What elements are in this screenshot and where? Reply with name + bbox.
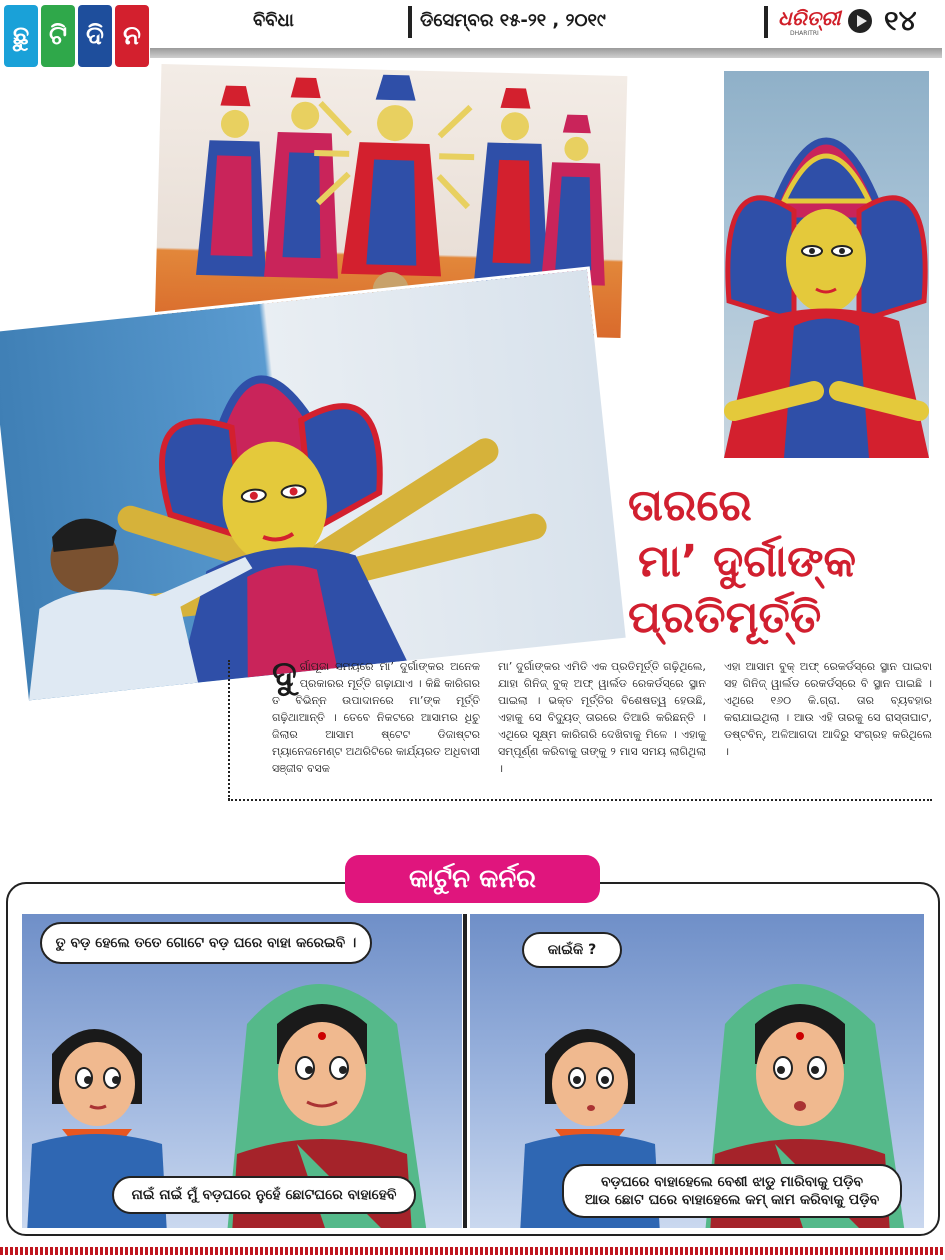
speech-bubble-mother-2: କାଇଁକି ? [522,932,622,968]
headline-line-1: ତାରରେ [628,480,752,531]
artist-idol-illustration [0,270,626,701]
article-column-1 [272,654,480,778]
brand-tile: ଛୁ [4,5,38,67]
cartoon-panel-divider [463,914,467,1228]
article-dotted-border-left [228,660,230,800]
footer-stripe [0,1247,945,1255]
photo-artist-with-idol [0,270,626,701]
page-number: ୧୪ [884,4,917,37]
brand-tile: ଟି [41,5,75,67]
cartoon-corner-title: କାର୍ଟୁନ କର୍ନର [345,855,600,903]
publication-logo-sub: DHARITRI [790,30,819,37]
article-column-1-text: ର୍ଗାପୂଜା ସମୟରେ ମା’ ଦୁର୍ଗାଙ୍କର ଅନେକ ପ୍ରକାରର ମୂର୍ତ୍ତି ଗଢ଼ାଯାଏ । କିଛି କାରିଗର ତ ବିଭିନ୍ନ ଉପାଦାନରେ ମା’ଙ୍କ ମୂର୍ତ୍ତି ଗଢ଼ିଥାଆନ୍ତି । ତେବେ ନିକଟରେ ଆସାମର ଧିଚୁ ଜିଲାର ଆସାମ ଷ୍ଟେଟ ଡିଜାଷ୍ଟର ମ୍ୟାନେଜମେଣ୍ଟ ଅଥରିଟିରେ କାର୍ଯ୍ୟରତ ଅଧିବାସୀ ସଞ୍ଜୀବ ବସକ [272,660,480,775]
header-divider [408,6,412,38]
brand-tile: ଦି [78,5,112,67]
speech-bubble-girl-1: ନାଇଁ ନାଇଁ ମୁଁ ବଡ଼ଘରେ ନୁହେଁ ଛୋଟଘରେ ବାହାହେବି [112,1176,416,1214]
speech-bubble-girl-2-line-2: ଆଉ ଛୋଟ ଘରେ ବାହାହେଲେ କମ୍ କାମ କରିବାକୁ ପଡ଼ିବ [584,1192,880,1208]
headline-line-2: ମା’ ଦୁର୍ଗାଙ୍କ [638,536,857,587]
issue-date: ଡିସେମ୍ବର ୧୫-୨୧ , ୨୦୧୯ [420,10,606,31]
play-arrow-icon [848,9,872,33]
brand-tile: ନ [115,5,149,67]
header-rule [150,48,942,58]
speech-bubble-girl-2-line-1: ବଡ଼ଘରେ ବାହାହେଲେ ବେଶୀ ଝାଡୁ ମାରିବାକୁ ପଡ଼ିବ [600,1174,864,1190]
article-column-3: ଏହା ଆସାମ ବୁକ୍ ଅଫ୍ ରେକର୍ଡସ୍‌ରେ ସ୍ଥାନ ପାଇବା ସହ ଗିନିଜ୍ ୱାର୍ଲଡ ରେକର୍ଡସ୍‌ରେ ବି ସ୍ଥାନ ପାଇଛି । ଏଥିରେ ୧୬୦ କି.ଗ୍ରା. ତାର ବ୍ୟବହାର କରାଯାଇଥିଲା । ଆଉ ଏହି ତାରକୁ ସେ ରାସ୍ତାଘାଟ, ଡଷ୍ଟବିନ୍, ଅଳିଆଗଦା ଆଦିରୁ ସଂଗ୍ରହ କରିଥିଲେ । [724,660,932,758]
article-dropcap: ଦୁ [272,654,297,695]
headline-line-3: ପ୍ରତିମୂର୍ତ୍ତି [628,592,822,643]
brand-logo [4,5,149,67]
article-headline [628,478,938,646]
page-header [0,0,945,70]
cartoon-panel-2 [470,914,924,1228]
speech-bubble-girl-2 [562,1164,902,1218]
article-dotted-border-bottom [228,799,932,801]
article-body [272,654,932,778]
speech-bubble-mother-1: ତୁ ବଡ଼ ହେଲେ ତତେ ଗୋଟେ ବଡ଼ ଘରେ ବାହା କରେଇବି । [40,922,372,964]
cartoon-panel-1 [22,914,462,1228]
idol-closeup-illustration [724,71,929,458]
header-divider [764,6,768,38]
article-column-2: ମା’ ଦୁର୍ଗାଙ୍କର ଏମିତି ଏକ ପ୍ରତିମୂର୍ତ୍ତି ଗଢ଼ିଥିଲେ, ଯାହା ଗିନିଜ୍ ବୁକ୍ ଅଫ୍ ୱାର୍ଲଡ ରେକର୍ଡସ୍‌ରେ ସ୍ଥାନ ପାଇଲା । ଭକ୍ତ ମୂର୍ତ୍ତିର ବିଶେଷତ୍ୱ ହେଉଛି, ଏହାକୁ ସେ ବିଦ୍ୟୁତ୍ ତାରରେ ତିଆରି କରିଛନ୍ତି । ଏଥିରେ ସୂକ୍ଷ୍ମ କାରିଗରି ଦେଖିବାକୁ ମିଳେ । ଏହାକୁ ସମ୍ପୂର୍ଣ୍ଣ କରିବାକୁ ତାଙ୍କୁ ୨ ମାସ ସମୟ ଲାଗିଥିଲା । [498,660,706,775]
section-name: ବିବିଧା [253,10,294,31]
photo-idol-closeup [724,71,929,458]
publication-logo: ଧରିତ୍ରୀ [778,6,841,30]
